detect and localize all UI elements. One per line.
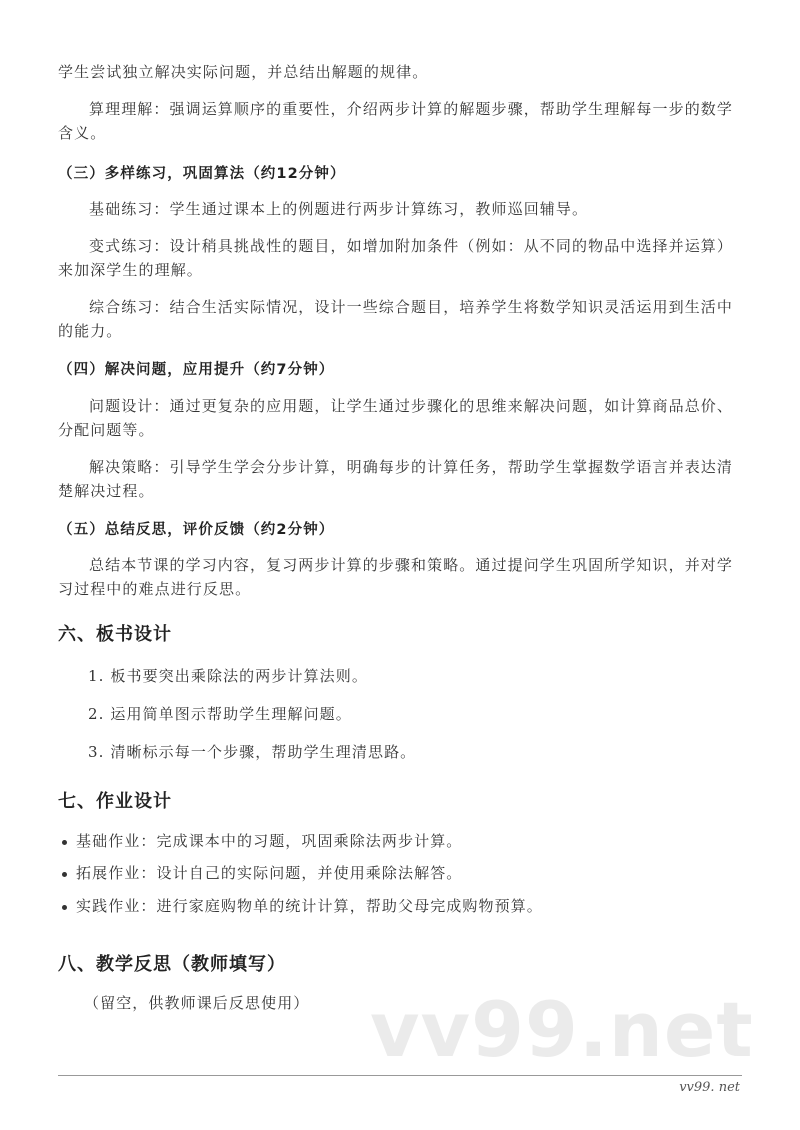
list-item <box>62 829 752 853</box>
reflection-note: （留空，供教师课后反思使用） <box>84 994 310 1012</box>
footer-divider <box>58 1075 742 1076</box>
subheading-practice: （三）多样练习，巩固算法（约12分钟） <box>58 166 346 182</box>
footer-site-name: vv99. net <box>679 1080 740 1095</box>
list-item: 3. 清晰标示每一个步骤，帮助学生理清思路。 <box>88 743 417 761</box>
paragraph-variant-practice: 变式练习：设计稍具挑战性的题目，如增加附加条件（例如：从不同的物品中选择并运算）来加深学生的理解。 <box>58 237 734 279</box>
paragraph-solving-strategy: 解决策略：引导学生学会分步计算，明确每步的计算任务，帮助学生掌握数学语言并表达清楚解决过程。 <box>58 458 734 500</box>
list-item <box>62 894 752 918</box>
section-title-reflection: 八、教学反思（教师填写） <box>58 954 286 975</box>
paragraph-basic-practice: 基础练习：学生通过课本上的例题进行两步计算练习，教师巡回辅导。 <box>89 200 589 218</box>
paragraph-problem-design: 问题设计：通过更复杂的应用题，让学生通过步骤化的思维来解决问题，如计算商品总价、分配问题等。 <box>58 397 734 439</box>
list-item-text: 实践作业：进行家庭购物单的统计计算，帮助父母完成购物预算。 <box>76 897 543 915</box>
list-item-text: 拓展作业：设计自己的实际问题，并使用乘除法解答。 <box>76 864 463 882</box>
bullet-icon <box>62 905 67 910</box>
paragraph-summary: 总结本节课的学习内容，复习两步计算的步骤和策略。通过提问学生巩固所学知识，并对学习过程中的难点进行反思。 <box>58 556 734 598</box>
list-item: 1. 板书要突出乘除法的两步计算法则。 <box>88 667 368 685</box>
bullet-icon <box>62 872 67 877</box>
subheading-problem-solving: （四）解决问题，应用提升（约7分钟） <box>58 362 335 378</box>
section-title-homework: 七、作业设计 <box>58 791 172 812</box>
list-item <box>62 861 752 885</box>
list-item-text: 基础作业：完成课本中的习题，巩固乘除法两步计算。 <box>76 832 463 850</box>
paragraph-algorithm-understanding: 算理理解：强调运算顺序的重要性，介绍两步计算的解题步骤，帮助学生理解每一步的数学含义。 <box>58 100 734 142</box>
bullet-icon <box>62 840 67 845</box>
list-item: 2. 运用简单图示帮助学生理解问题。 <box>88 705 352 723</box>
watermark: vv99.net <box>370 985 754 1074</box>
paragraph: 学生尝试独立解决实际问题，并总结出解题的规律。 <box>58 63 429 81</box>
paragraph-comprehensive-practice: 综合练习：结合生活实际情况，设计一些综合题目，培养学生将数学知识灵活运用到生活中的能力。 <box>58 298 734 340</box>
subheading-summary: （五）总结反思，评价反馈（约2分钟） <box>58 522 335 538</box>
section-title-board-design: 六、板书设计 <box>58 624 172 645</box>
